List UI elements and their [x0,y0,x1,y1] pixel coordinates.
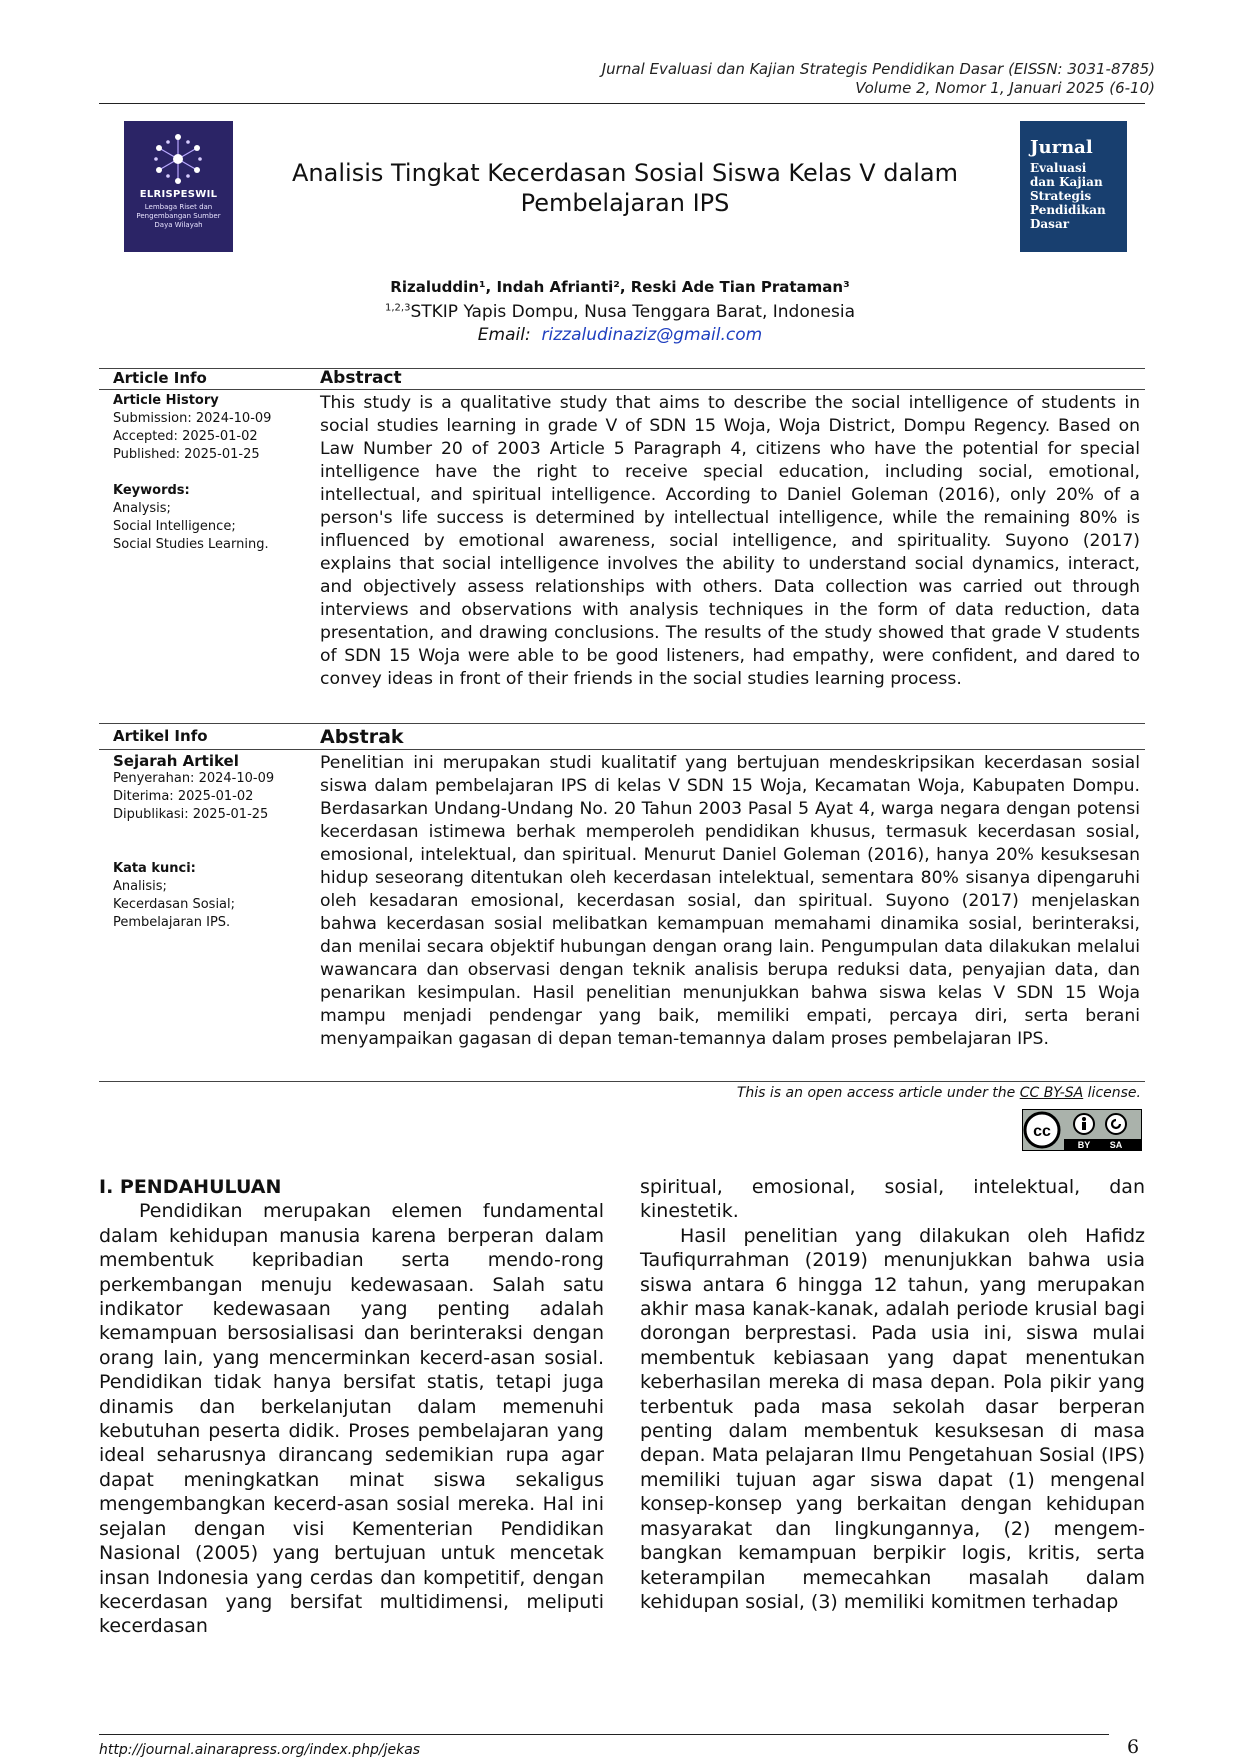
section-heading: I. PENDAHULUAN [99,1176,282,1198]
keyword: Social Intelligence; [113,519,236,534]
license-suffix: license. [1087,1085,1141,1101]
journal-name-line: Jurnal Evaluasi dan Kajian Strategis Pendidikan Dasar (EISSN: 3031-8785) [601,60,1155,78]
published-date: Published: 2025-01-25 [113,447,260,462]
journal-logo-line: Dasar [1030,217,1070,231]
article-info-top-rule [99,368,1145,369]
logo-left-title: ELRISPESWIL [139,189,218,200]
email-link[interactable]: rizzaludinaziz@gmail.com [541,325,763,345]
keyword: Analysis; [113,501,171,516]
elrispeswil-logo [124,121,233,252]
cc-badge-text: cc [1033,1123,1051,1140]
intro-paragraph-2: Hasil penelitian yang dilakukan oleh Hafidz Taufiqurrahman (2019) menunjukkan bahwa usia siswa antara 6 hingga 12 tahun, yang merupakan akhir masa kanak-kanak, adalah periode krusial bagi dorongan berprestasi. Pada usia ini, siswa mulai membentuk kebiasaan yang dapat menentukan keberhasilan mereka di masa depan. Pola pikir yang terbentuk pada masa sekolah dasar berperan penting dalam membentuk kesuksesan di masa depan. Mata pelajaran Ilmu Pengetahuan Sosial (IPS) memiliki tujuan agar siswa dapat (1) mengenal konsep-konsep yang berkaitan dengan kehidupan masyarakat dan lingkungannya, (2) mengem-bangkan kemampuan berpikir logis, kritis, serta keterampilan memecahkan masalah dalam kehidupan sosial, (3) memiliki komitmen terhadap [640,1224,1145,1613]
intro-paragraph-continuation: spiritual, emosional, sosial, intelektual, dan kinestetik. [640,1176,1145,1223]
abstrak-bottom-rule [99,1081,1145,1082]
cc-by-sa-link[interactable]: CC BY-SA [1019,1085,1084,1101]
intro-paragraph-1: Pendidikan merupakan elemen fundamental dalam kehidupan manusia karena berperan dalam membentuk kepribadian serta mendo-rong perkembangan menuju kedewasaan. Salah satu indikator kedewasaan yang penting adalah kemampuan bersosialisasi dan berinteraksi dengan orang lain, yang mencerminkan kecerd-asan sosial. Pendidikan tidak hanya bersifat statis, tetapi juga dinamis dan berkelanjutan dalam memenuhi kebutuhan peserta didik. Proses pembelajaran yang ideal seharusnya dirancang sedemikian rupa agar dapat meningkatkan minat siswa sekaligus mengembangkan kecerd-asan sosial mereka. Hal ini sejalan dengan visi Kementerian Pendidikan Nasional (2005) yang bertujuan untuk mencetak insan Indonesia yang cerdas dan kompetitif, dengan kecerdasan yang bersifat multidimensi, meliputi kecerdasan [99,1200,604,1638]
sejarah-artikel-label: Sejarah Artikel [113,752,239,770]
footer-rule [99,1734,1109,1735]
journal-running-header [602,60,1155,98]
paper-title-line-2: Pembelajaran IPS [520,189,730,217]
abstract-english: This study is a qualitative study that aims to describe the social intelligence of students in social studies learning in grade V of SDN 15 Woja, Woja District, Dompu Regency. Based on Law Number 20 of 2003 Article 5 Paragraph 4, citizens who have the potential for special intelligence have the right to receive special education, including social, emotional, intellectual, and spiritual intelligence. According to Daniel Goleman (2016), only 20% of a person's life success is determined by intellectual intelligence, while the remaining 80% is influenced by emotional awareness, social intelligence, and spirituality. Suyono (2017) explains that social intelligence involves the ability to understand social dynamics, interact, and objectively assess relationships with others. Data collection was carried out through interviews and observations with analysis techniques in the form of data reduction, data presentation, and drawing conclusions. The results of the study showed that grade V students of SDN 15 Woja were able to be good listeners, had empathy, were confident, and dared to convey ideas in front of their friends in the social studies learning process. [320,393,1140,689]
abstrak-heading: Abstrak [320,726,404,748]
journal-url-link[interactable]: http://journal.ainarapress.org/index.php/jekas [99,1742,421,1758]
journal-logo-lines [1030,161,1106,231]
article-history-label: Article History [113,393,219,408]
penyerahan-date: Penyerahan: 2024-10-09 [113,771,275,786]
article-info-bottom-rule [99,723,1145,724]
by-badge-text: BY [1077,1140,1091,1150]
abstrak-indonesia: Penelitian ini merupakan studi kualitatif yang bertujuan mendeskripsikan kecerdasan sosial siswa dalam pembelajaran IPS di kelas V SDN 15 Woja, Kecamatan Woja, Kabupaten Dompu. Berdasarkan Undang-Undang No. 20 Tahun 2003 Pasal 5 Ayat 4, warga negara dengan potensi kecerdasan istimewa berhak memperoleh pendidikan khusus, termasuk kecerdasan sosial, emosional, intelektual, dan spiritual. Menurut Daniel Goleman (2016), hanya 20% kesuksesan hidup seseorang ditentukan oleh kecerdasan intelektual, sementara 80% sisanya dipengaruhi oleh kesadaran emosional, kecerdasan sosial, dan spiritual. Suyono (2017) menjelaskan bahwa kecerdasan sosial melibatkan kemampuan memahami dinamika sosial, berinteraksi, dan menilai secara objektif hubungan dengan orang lain. Pengumpulan data dilakukan melalui wawancara dan observasi dengan teknik analisis berupa reduksi data, penyajian data, dan penarikan kesimpulan. Hasil penelitian menunjukkan bahwa siswa kelas V SDN 15 Woja mampu menjadi pendengar yang baik, memiliki empati, percaya diri, serta berani menyampaikan gagasan di depan teman-temannya dalam proses pembelajaran IPS. [320,753,1140,1049]
article-info-header-rule [99,389,1145,390]
journal-logo-line: Strategis [1030,189,1092,203]
license-prefix: This is an open access article under the [736,1085,1016,1101]
body-column-left [99,1175,604,1639]
page-number: 6 [1127,1736,1140,1758]
author-list: Rizaluddin¹, Indah Afrianti², Reski Ade Tian Prataman³ [390,278,850,296]
kata-kunci: Pembelajaran IPS. [113,915,231,930]
kata-kunci: Analisis; [113,879,167,894]
journal-logo-line: Evaluasi [1030,161,1087,175]
volume-line: Volume 2, Nomor 1, Januari 2025 (6-10) [855,79,1155,97]
paper-title [280,158,970,218]
affiliation-text: STKIP Yapis Dompu, Nusa Tenggara Barat, Indonesia [410,302,855,322]
affiliation [0,302,1240,322]
email-label: Email: [477,325,531,345]
network-emblem-icon [150,131,206,187]
email-line [0,325,1240,345]
artikel-info-header-rule [99,749,1145,750]
header-rule [99,103,1145,104]
dipublikasi-date: Dipublikasi: 2025-01-25 [113,807,269,822]
cc-by-sa-badge-icon[interactable] [1022,1109,1142,1151]
sa-badge-text: SA [1109,1140,1123,1150]
accepted-date: Accepted: 2025-01-02 [113,429,258,444]
artikel-info-heading: Artikel Info [113,727,208,745]
journal-logo-word: Jurnal [1030,137,1093,158]
logo-left-subtitle: Lembaga Riset dan Pengembangan Sumber Daya Wilayah [136,203,221,229]
journal-logo-line: Pendidikan [1030,203,1106,217]
kata-kunci-label: Kata kunci: [113,861,196,876]
keywords-label: Keywords: [113,483,190,498]
license-note [737,1085,1141,1101]
journal-logo-line: dan Kajian [1030,175,1103,189]
diterima-date: Diterima: 2025-01-02 [113,789,254,804]
sejarah-artikel [113,752,313,932]
affiliation-markers: 1,2,3 [385,302,411,314]
submission-date: Submission: 2024-10-09 [113,411,272,426]
article-info-heading: Article Info [113,369,207,387]
keyword: Social Studies Learning. [113,537,269,552]
kata-kunci: Kecerdasan Sosial; [113,897,236,912]
abstract-heading: Abstract [320,368,402,388]
journal-cover-logo [1020,121,1127,252]
paper-title-line-1: Analisis Tingkat Kecerdasan Sosial Siswa Kelas V dalam [292,159,958,187]
body-column-right [640,1175,1145,1614]
article-history [113,392,313,554]
